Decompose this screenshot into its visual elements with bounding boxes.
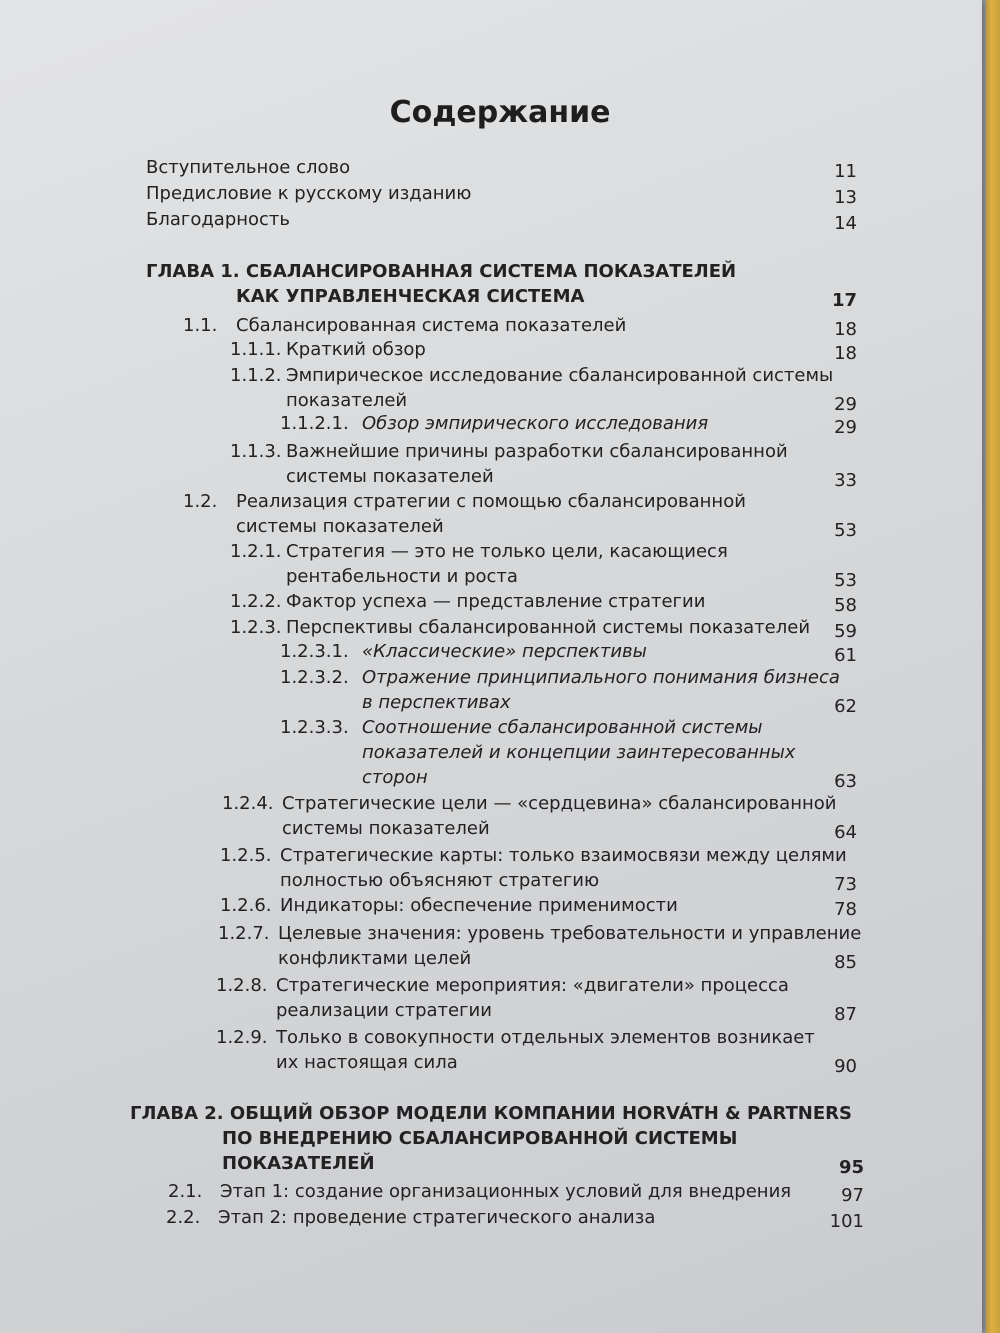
toc-entry-title: реализации стратегии xyxy=(276,1000,492,1021)
page-title: Содержание xyxy=(389,95,611,130)
toc-page-number: 13 xyxy=(834,187,857,208)
toc-chapter xyxy=(0,1101,982,1176)
toc-entry-title: Обзор эмпирического исследования xyxy=(362,413,709,434)
toc-entry-title: Целевые значения: уровень требовательности и управление xyxy=(278,923,862,944)
toc-entry-title: системы показателей xyxy=(236,516,444,537)
toc-page-number: 62 xyxy=(834,696,857,717)
toc-entry-title: ГЛАВА 1. СБАЛАНСИРОВАННАЯ СИСТЕМА ПОКАЗАТЕЛЕЙ xyxy=(146,261,737,282)
toc-entry xyxy=(0,337,982,362)
toc-page-number: 53 xyxy=(834,570,857,591)
toc-entry-number: 2.1. xyxy=(168,1181,203,1202)
toc-entry-number: 1.2.6. xyxy=(220,895,272,916)
toc-entry-title: Индикаторы: обеспечение применимости xyxy=(280,895,678,916)
toc-entry-title: Этап 1: создание организационных условий для внедрения xyxy=(220,1181,792,1202)
toc-entry xyxy=(0,615,982,640)
toc-entry-title: КАК УПРАВЛЕНЧЕСКАЯ СИСТЕМА xyxy=(236,286,585,307)
toc-page-number: 18 xyxy=(834,319,857,340)
toc-entry xyxy=(0,181,982,206)
toc-entry xyxy=(0,921,982,971)
book-edge xyxy=(986,0,1000,1333)
toc-entry-title: Стратегия — это не только цели, касающиеся xyxy=(286,541,728,562)
toc-page-number: 61 xyxy=(834,645,857,666)
toc-entry xyxy=(0,843,982,893)
toc-page-number: 29 xyxy=(834,417,857,438)
toc-entry xyxy=(0,639,982,664)
toc-entry-title: Стратегические карты: только взаимосвязи между целями xyxy=(280,845,847,866)
toc-entry-title: системы показателей xyxy=(282,818,490,839)
toc-entry-number: 2.2. xyxy=(166,1207,201,1228)
toc-entry-title: Эмпирическое исследование сбалансированной системы xyxy=(286,365,834,386)
toc-page-number: 58 xyxy=(834,595,857,616)
toc-entry xyxy=(0,715,982,790)
toc-entry-number: 1.2. xyxy=(183,491,218,512)
toc-entry-number: 1.2.4. xyxy=(222,793,274,814)
toc-entry-number: 1.2.5. xyxy=(220,845,272,866)
toc-entry-number: 1.2.7. xyxy=(218,923,270,944)
toc-entry-number: 1.2.3.3. xyxy=(280,717,349,738)
toc-entry xyxy=(0,489,982,539)
toc-entry-title: Сбалансированная система показателей xyxy=(236,315,627,336)
toc-page-number: 97 xyxy=(841,1185,864,1206)
toc-page-number: 90 xyxy=(834,1056,857,1077)
toc-entry xyxy=(0,1025,982,1075)
toc-page-number: 53 xyxy=(834,520,857,541)
toc-entry xyxy=(0,411,982,436)
toc-entry-title: ПО ВНЕДРЕНИЮ СБАЛАНСИРОВАННОЙ СИСТЕМЫ xyxy=(222,1128,738,1149)
toc-entry-title: «Классические» перспективы xyxy=(362,641,647,662)
toc-page-number: 33 xyxy=(834,470,857,491)
toc-page-number: 73 xyxy=(834,874,857,895)
toc-entry-title: в перспективах xyxy=(362,692,511,713)
toc-entry-title: Благодарность xyxy=(146,209,291,230)
toc-entry xyxy=(0,665,982,715)
toc-entry-number: 1.2.3.2. xyxy=(280,667,349,688)
toc-entry xyxy=(0,1205,982,1230)
toc-entry-title: ПОКАЗАТЕЛЕЙ xyxy=(222,1153,375,1174)
toc-entry xyxy=(0,313,982,338)
toc-page-number: 87 xyxy=(834,1004,857,1025)
toc-entry xyxy=(0,973,982,1023)
toc-entry-title: Предисловие к русскому изданию xyxy=(146,183,472,204)
toc-entry xyxy=(0,589,982,614)
toc-entry-title: рентабельности и роста xyxy=(286,566,518,587)
toc-entry-number: 1.2.2. xyxy=(230,591,282,612)
toc-page-number: 78 xyxy=(834,899,857,920)
toc-entry-title: полностью объясняют стратегию xyxy=(280,870,600,891)
toc-entry-title: их настоящая сила xyxy=(276,1052,458,1073)
toc-entry-number: 1.1.2.1. xyxy=(280,413,349,434)
toc-entry-number: 1.2.8. xyxy=(216,975,268,996)
toc-entry-title: Соотношение сбалансированной системы xyxy=(362,717,763,738)
toc-entry-title: Вступительное слово xyxy=(146,157,351,178)
toc-chapter xyxy=(0,259,982,309)
toc-entry-number: 1.1. xyxy=(183,315,218,336)
toc-entry xyxy=(0,439,982,489)
toc-entry-number: 1.1.3. xyxy=(230,441,282,462)
toc-page-number: 29 xyxy=(834,394,857,415)
toc-entry-number: 1.1.2. xyxy=(230,365,282,386)
toc-page-number: 85 xyxy=(834,952,857,973)
toc-page-number: 63 xyxy=(834,771,857,792)
toc-entry-title: Перспективы сбалансированной системы показателей xyxy=(286,617,811,638)
toc-entry xyxy=(0,539,982,589)
toc-entry-title: ГЛАВА 2. ОБЩИЙ ОБЗОР МОДЕЛИ КОМПАНИИ HORVÁTH & PARTNERS xyxy=(130,1103,852,1124)
toc-entry-title: Стратегические цели — «сердцевина» сбалансированной xyxy=(282,793,837,814)
toc-entry-title: Реализация стратегии с помощью сбалансированной xyxy=(236,491,746,512)
toc-entry-title: системы показателей xyxy=(286,466,494,487)
toc-entry xyxy=(0,893,982,918)
toc-entry-title: Этап 2: проведение стратегического анализа xyxy=(218,1207,656,1228)
toc-entry xyxy=(0,363,982,413)
toc-entry-title: Отражение принципиального понимания бизнеса xyxy=(362,667,840,688)
toc-page-number: 17 xyxy=(831,290,857,311)
toc-page-number: 101 xyxy=(829,1211,864,1232)
toc-entry xyxy=(0,1179,982,1204)
toc-entry-title: конфликтами целей xyxy=(278,948,472,969)
toc-entry-title: Важнейшие причины разработки сбалансированной xyxy=(286,441,788,462)
toc-entry-number: 1.2.1. xyxy=(230,541,282,562)
toc-entry-title: Только в совокупности отдельных элементов возникает xyxy=(276,1027,815,1048)
toc-entry-title: Стратегические мероприятия: «двигатели» процесса xyxy=(276,975,789,996)
toc-page-number: 14 xyxy=(834,213,857,234)
toc-entry-number: 1.2.3.1. xyxy=(280,641,349,662)
toc-entry-number: 1.2.3. xyxy=(230,617,282,638)
toc-entry-number: 1.2.9. xyxy=(216,1027,268,1048)
toc-page-number: 18 xyxy=(834,343,857,364)
toc-page-number: 59 xyxy=(834,621,857,642)
toc-entry xyxy=(0,207,982,232)
toc-entry-title: показателей xyxy=(286,390,408,411)
toc-entry-title: сторон xyxy=(362,767,428,788)
toc-page-number: 11 xyxy=(834,161,857,182)
toc-entry xyxy=(0,155,982,180)
toc-entry xyxy=(0,791,982,841)
toc-entry-title: Краткий обзор xyxy=(286,339,426,360)
toc-entry-number: 1.1.1. xyxy=(230,339,282,360)
toc-entry-title: показателей и концепции заинтересованных xyxy=(362,742,796,763)
toc-page-number: 64 xyxy=(834,822,857,843)
toc-entry-title: Фактор успеха — представление стратегии xyxy=(286,591,706,612)
toc-page-number: 95 xyxy=(838,1157,864,1178)
